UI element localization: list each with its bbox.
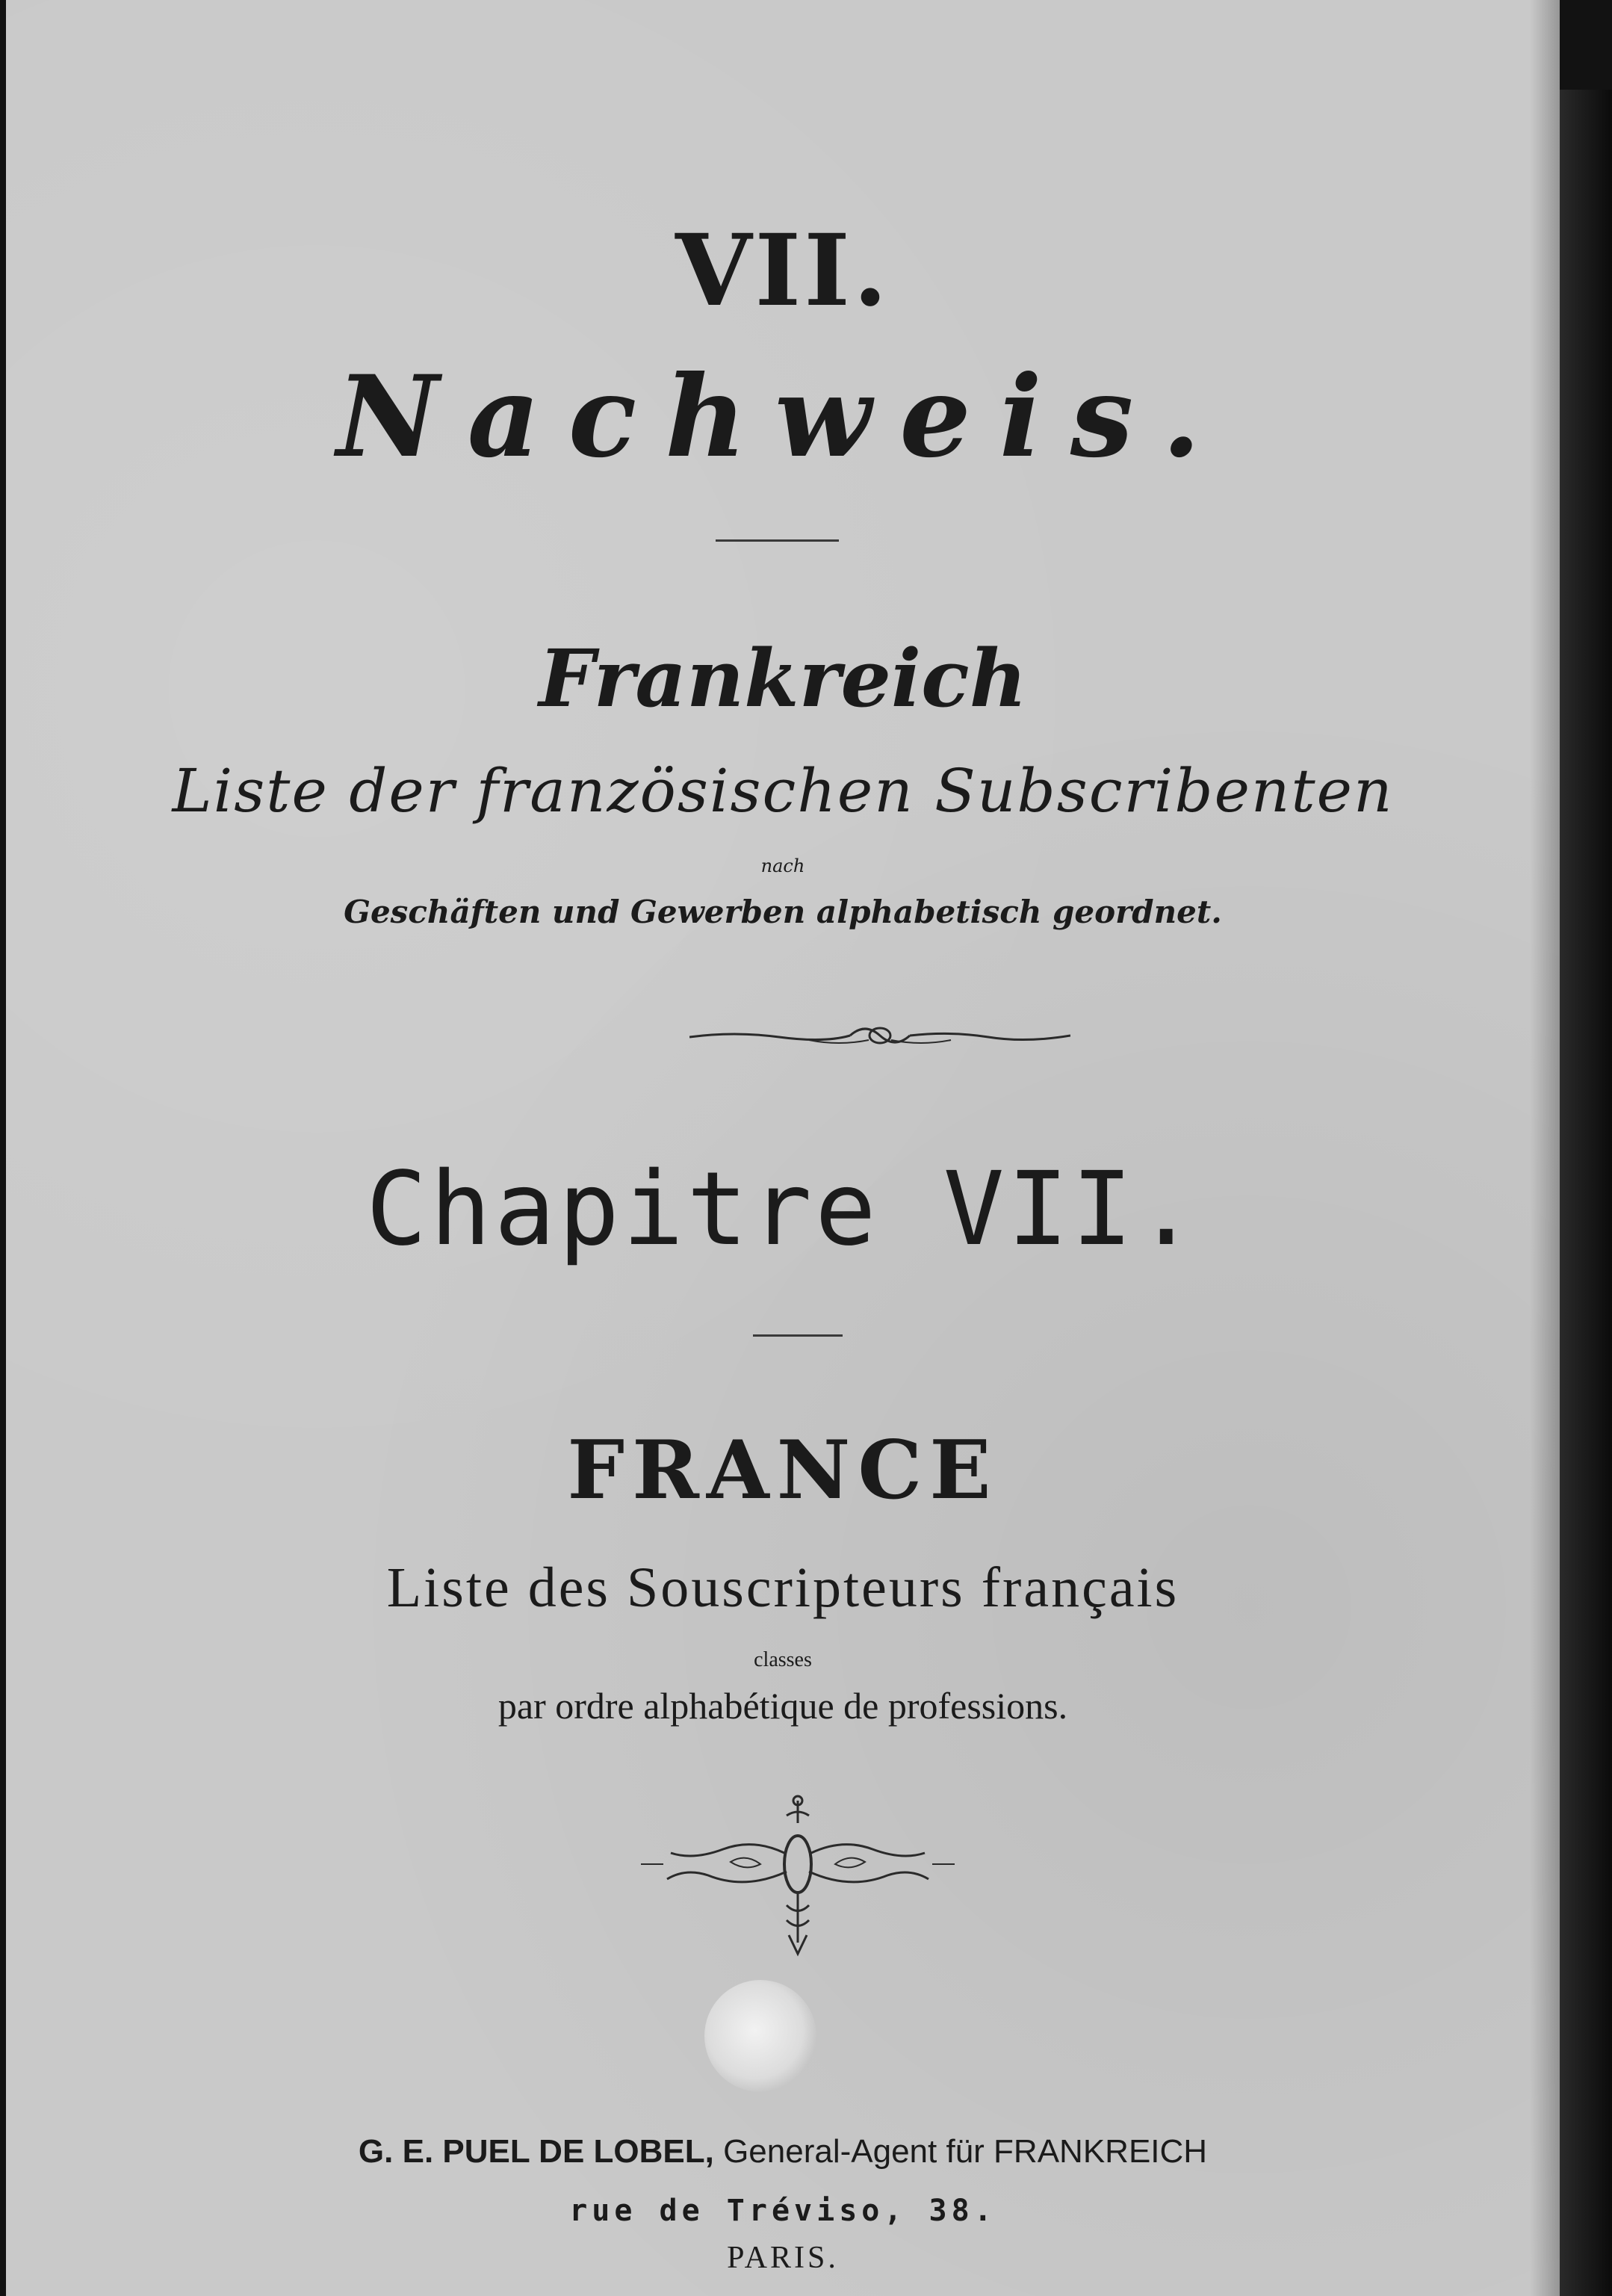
french-connector: classes (754, 1648, 812, 1671)
divider-rule (753, 1334, 843, 1337)
decorative-ornament (641, 1793, 955, 1980)
german-list-title: Liste der französischen Subscribenten (172, 756, 1394, 826)
page-shadow (1530, 0, 1560, 2296)
publisher-name: G. E. PUEL DE LOBEL, (358, 2133, 714, 2170)
publisher-line (6, 2133, 1560, 2170)
german-connector: nach (760, 855, 805, 876)
divider-rule (716, 539, 839, 542)
paper-stain (704, 1980, 816, 2092)
publisher-street: rue de Tréviso, 38. (569, 2194, 996, 2228)
title-page (6, 0, 1560, 2296)
small-ornament-divider (689, 1009, 1070, 1061)
french-list-title: Liste des Souscripteurs français (386, 1556, 1179, 1619)
publisher-city: PARIS. (727, 2241, 839, 2275)
french-subtitle: par ordre alphabétique de professions. (497, 1685, 1068, 1727)
publisher-role: General-Agent für FRANKREICH (723, 2133, 1208, 2170)
book-binding-edge (1560, 90, 1612, 2296)
french-chapter-heading: Chapitre VII. (365, 1151, 1200, 1269)
chapter-number: VII. (675, 213, 890, 329)
heading-frankreich: Frankreich (539, 631, 1027, 725)
heading-nachweis: Nachweis. (336, 351, 1230, 483)
german-subtitle: Geschäften und Gewerben alphabetisch geordnet. (344, 894, 1222, 930)
heading-france: FRANCE (567, 1423, 999, 1517)
